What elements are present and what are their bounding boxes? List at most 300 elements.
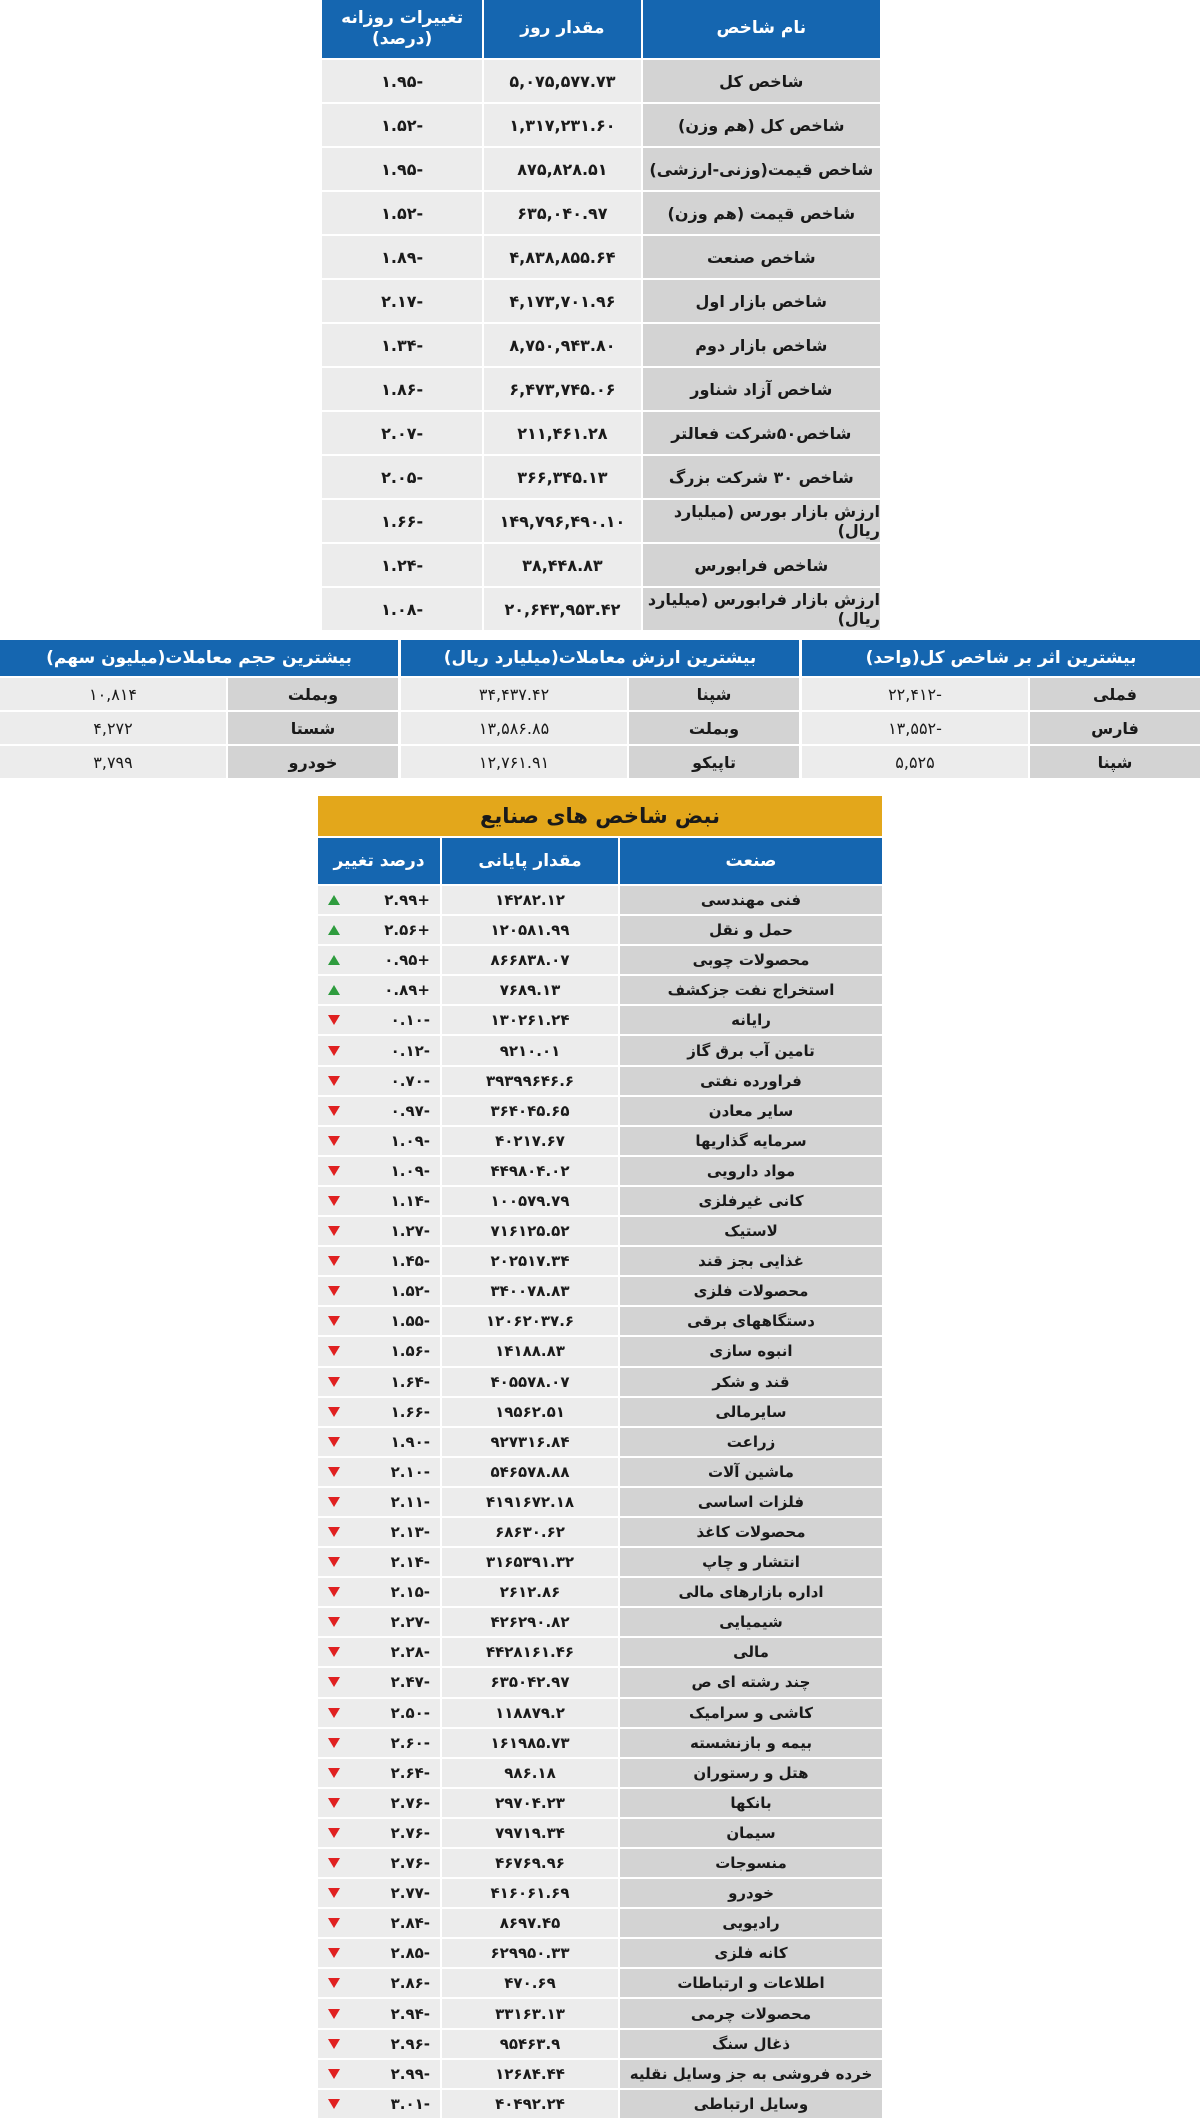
industry-value: ۴۷۰.۶۹ — [442, 1969, 618, 1997]
industry-change-cell — [318, 1067, 440, 1095]
index-value: ۸,۷۵۰,۹۴۳.۸۰ — [482, 324, 640, 366]
industry-name: رادیویی — [620, 1909, 882, 1937]
industry-value: ۷۹۷۱۹.۳۴ — [442, 1819, 618, 1847]
industry-value: ۲۰۲۵۱۷.۳۴ — [442, 1247, 618, 1275]
industry-change: -۲.۲۸ — [390, 1643, 430, 1662]
industry-change: -۱.۶۶ — [390, 1402, 430, 1421]
index-value: ۶۳۵,۰۴۰.۹۷ — [482, 192, 640, 234]
industry-value: ۶۳۵۰۴۲.۹۷ — [442, 1668, 618, 1696]
index-row — [320, 544, 880, 586]
industry-change-cell — [318, 976, 440, 1004]
industry-change: -۱.۴۵ — [390, 1252, 430, 1271]
index-row — [320, 104, 880, 146]
industry-name: مواد دارویی — [620, 1157, 882, 1185]
industry-change: -۰.۷۰ — [390, 1071, 430, 1090]
stock-value: ۳,۷۹۹ — [0, 746, 226, 778]
industry-value: ۸۶۶۸۳۸.۰۷ — [442, 946, 618, 974]
industry-change: -۲.۱۳ — [390, 1523, 430, 1542]
industry-row — [318, 1157, 882, 1185]
index-name: شاخص۵۰شرکت فعالتر — [641, 412, 880, 454]
industry-row — [318, 1337, 882, 1365]
indices-header-row — [320, 0, 880, 58]
header-industry-name: صنعت — [620, 838, 882, 884]
industry-value: ۱۱۸۸۷۹.۲ — [442, 1699, 618, 1727]
industry-change-cell — [318, 1879, 440, 1907]
index-name: شاخص کل (هم وزن) — [641, 104, 880, 146]
arrow-down-icon — [328, 1076, 340, 1086]
industry-change: -۲.۸۵ — [390, 1944, 430, 1963]
industry-row — [318, 1368, 882, 1396]
industry-name: قند و شکر — [620, 1368, 882, 1396]
industry-change: +۰.۸۹ — [384, 981, 430, 1000]
industry-value: ۹۲۱۰.۰۱ — [442, 1036, 618, 1064]
industry-value: ۴۱۹۱۶۷۲.۱۸ — [442, 1488, 618, 1516]
industry-change: -۲.۷۷ — [390, 1884, 430, 1903]
industry-row — [318, 1909, 882, 1937]
arrow-down-icon — [328, 1467, 340, 1477]
arrow-down-icon — [328, 1858, 340, 1868]
index-value: ۸۷۵,۸۲۸.۵۱ — [482, 148, 640, 190]
industry-name: بیمه و بازنشسته — [620, 1729, 882, 1757]
arrow-down-icon — [328, 1286, 340, 1296]
arrow-down-icon — [328, 1918, 340, 1928]
arrow-down-icon — [328, 1617, 340, 1627]
industry-row — [318, 1638, 882, 1666]
industry-name: لاستیک — [620, 1217, 882, 1245]
industry-change-cell — [318, 1398, 440, 1426]
industry-row — [318, 976, 882, 1004]
industry-change-cell — [318, 1157, 440, 1185]
header-index-change: تغییرات روزانه (درصد) — [320, 0, 482, 58]
index-value: ۴,۸۳۸,۸۵۵.۶۴ — [482, 236, 640, 278]
arrow-down-icon — [328, 1978, 340, 1988]
index-row — [320, 280, 880, 322]
industry-name: شیمیایی — [620, 1608, 882, 1636]
arrow-down-icon — [328, 1437, 340, 1447]
industry-change: -۱.۵۶ — [390, 1342, 430, 1361]
industry-name: محصولات فلزی — [620, 1277, 882, 1305]
industry-change-cell — [318, 1488, 440, 1516]
industry-value: ۵۴۶۵۷۸.۸۸ — [442, 1458, 618, 1486]
industry-name: استخراج نفت جزکشف — [620, 976, 882, 1004]
arrow-down-icon — [328, 2039, 340, 2049]
index-change: -۱.۸۶ — [320, 368, 482, 410]
panel-volume-title: بیشترین حجم معاملات(میلیون سهم) — [0, 640, 398, 676]
industry-row — [318, 886, 882, 914]
stock-symbol: شپنا — [1030, 746, 1200, 778]
industry-value: ۶۲۹۹۵۰.۳۳ — [442, 1939, 618, 1967]
top-stock-row — [802, 712, 1200, 744]
industry-row — [318, 1428, 882, 1456]
industry-name: دستگاههای برقی — [620, 1307, 882, 1335]
index-value: ۲۰,۶۴۳,۹۵۳.۴۲ — [482, 588, 640, 630]
industry-change: -۱.۲۷ — [390, 1222, 430, 1241]
arrow-down-icon — [328, 1708, 340, 1718]
industry-change-cell — [318, 1819, 440, 1847]
industry-name: محصولات چوبی — [620, 946, 882, 974]
panel-index-impact — [802, 640, 1200, 780]
industry-change: -۲.۱۵ — [390, 1583, 430, 1602]
stock-symbol: شپنا — [629, 678, 799, 710]
industry-change: -۲.۹۶ — [390, 2034, 430, 2053]
index-name: شاخص بازار دوم — [641, 324, 880, 366]
industry-value: ۱۲۰۵۸۱.۹۹ — [442, 916, 618, 944]
industry-name: محصولات کاغذ — [620, 1518, 882, 1546]
top-stock-row — [0, 712, 398, 744]
industry-name: زراعت — [620, 1428, 882, 1456]
industry-row — [318, 1578, 882, 1606]
industry-change-cell — [318, 1578, 440, 1606]
stock-value: -۱۳,۵۵۲ — [802, 712, 1028, 744]
industry-name: اداره بازارهای مالی — [620, 1578, 882, 1606]
industry-value: ۳۶۴۰۴۵.۶۵ — [442, 1097, 618, 1125]
industries-body — [318, 886, 882, 2118]
industry-value: ۱۴۱۸۸.۸۳ — [442, 1337, 618, 1365]
industry-name: سایر معادن — [620, 1097, 882, 1125]
industry-change: -۰.۱۲ — [390, 1041, 430, 1060]
index-value: ۶,۴۷۳,۷۴۵.۰۶ — [482, 368, 640, 410]
index-change: -۱.۸۹ — [320, 236, 482, 278]
industry-change: -۳.۰۱ — [390, 2094, 430, 2113]
industry-name: انبوه سازی — [620, 1337, 882, 1365]
industry-row — [318, 1307, 882, 1335]
industry-change-cell — [318, 1097, 440, 1125]
arrow-down-icon — [328, 1798, 340, 1808]
industry-change-cell — [318, 1668, 440, 1696]
index-change: -۲.۱۷ — [320, 280, 482, 322]
industry-change-cell — [318, 1608, 440, 1636]
industry-value: ۸۶۹۷.۴۵ — [442, 1909, 618, 1937]
industries-table — [318, 796, 882, 2120]
industry-value: ۳۴۰۰۷۸.۸۳ — [442, 1277, 618, 1305]
arrow-down-icon — [328, 1046, 340, 1056]
industry-row — [318, 1187, 882, 1215]
industry-value: ۱۶۱۹۸۵.۷۳ — [442, 1729, 618, 1757]
industry-change: -۱.۶۴ — [390, 1372, 430, 1391]
industry-row — [318, 1127, 882, 1155]
index-change: -۲.۰۵ — [320, 456, 482, 498]
industry-row — [318, 1548, 882, 1576]
top-stock-row — [802, 746, 1200, 778]
industry-row — [318, 1849, 882, 1877]
stock-value: ۵,۵۲۵ — [802, 746, 1028, 778]
arrow-down-icon — [328, 1377, 340, 1387]
industry-row — [318, 946, 882, 974]
industry-change: -۲.۱۴ — [390, 1553, 430, 1572]
index-value: ۳۸,۴۴۸.۸۳ — [482, 544, 640, 586]
industry-change-cell — [318, 1247, 440, 1275]
index-row — [320, 588, 880, 630]
industry-name: فراورده نفتی — [620, 1067, 882, 1095]
stock-symbol: تاپیکو — [629, 746, 799, 778]
arrow-down-icon — [328, 1587, 340, 1597]
index-change: -۱.۳۴ — [320, 324, 482, 366]
index-change: -۱.۵۲ — [320, 192, 482, 234]
industry-change: -۲.۴۷ — [390, 1673, 430, 1692]
industry-row — [318, 1277, 882, 1305]
index-row — [320, 148, 880, 190]
industry-row — [318, 1819, 882, 1847]
industry-change-cell — [318, 1548, 440, 1576]
industry-value: ۹۸۶.۱۸ — [442, 1759, 618, 1787]
industry-change-cell — [318, 1307, 440, 1335]
industry-change-cell — [318, 1187, 440, 1215]
arrow-down-icon — [328, 2099, 340, 2109]
arrow-down-icon — [328, 1677, 340, 1687]
panel-impact-title: بیشترین اثر بر شاخص کل(واحد) — [802, 640, 1200, 676]
industry-row — [318, 1398, 882, 1426]
index-name: شاخص صنعت — [641, 236, 880, 278]
industry-value: ۶۸۶۳۰.۶۲ — [442, 1518, 618, 1546]
industry-name: حمل و نقل — [620, 916, 882, 944]
industry-change-cell — [318, 1006, 440, 1034]
industry-name: اطلاعات و ارتباطات — [620, 1969, 882, 1997]
industry-change-cell — [318, 1849, 440, 1877]
index-value: ۵,۰۷۵,۵۷۷.۷۳ — [482, 60, 640, 102]
industry-change: -۲.۶۴ — [390, 1763, 430, 1782]
arrow-down-icon — [328, 1497, 340, 1507]
industry-name: چند رشته ای ص — [620, 1668, 882, 1696]
industry-name: محصولات چرمی — [620, 1999, 882, 2027]
arrow-down-icon — [328, 1527, 340, 1537]
industry-row — [318, 2030, 882, 2058]
index-name: شاخص فرابورس — [641, 544, 880, 586]
industry-name: فنی مهندسی — [620, 886, 882, 914]
industry-name: هتل و رستوران — [620, 1759, 882, 1787]
industry-change: -۲.۷۶ — [390, 1854, 430, 1873]
industry-change: -۲.۹۹ — [390, 2064, 430, 2083]
industry-row — [318, 1729, 882, 1757]
stock-value: ۱۳,۵۸۶.۸۵ — [401, 712, 627, 744]
industry-name: کانه فلزی — [620, 1939, 882, 1967]
industry-change-cell — [318, 1969, 440, 1997]
index-change: -۱.۰۸ — [320, 588, 482, 630]
index-row — [320, 500, 880, 542]
industry-change-cell — [318, 1518, 440, 1546]
industry-row — [318, 1999, 882, 2027]
industry-change: -۲.۲۷ — [390, 1613, 430, 1632]
industry-name: فلزات اساسی — [620, 1488, 882, 1516]
industry-value: ۴۰۵۵۷۸.۰۷ — [442, 1368, 618, 1396]
industry-change: +۲.۹۹ — [384, 891, 430, 910]
industry-row — [318, 1458, 882, 1486]
industry-value: ۱۹۵۶۲.۵۱ — [442, 1398, 618, 1426]
index-name: ارزش بازار فرابورس (میلیارد ریال) — [641, 588, 880, 630]
header-industry-value: مقدار پایانی — [442, 838, 618, 884]
stock-symbol: فملی — [1030, 678, 1200, 710]
arrow-down-icon — [328, 1888, 340, 1898]
industry-change-cell — [318, 946, 440, 974]
arrow-down-icon — [328, 1166, 340, 1176]
industry-change-cell — [318, 1729, 440, 1757]
industry-row — [318, 1939, 882, 1967]
industry-change: +۰.۹۵ — [384, 951, 430, 970]
industry-change: -۲.۱۰ — [390, 1462, 430, 1481]
industries-header-row — [318, 838, 882, 884]
index-value: ۱۴۹,۷۹۶,۴۹۰.۱۰ — [482, 500, 640, 542]
industry-change-cell — [318, 886, 440, 914]
industry-change: -۱.۰۹ — [390, 1161, 430, 1180]
industry-name: انتشار و چاپ — [620, 1548, 882, 1576]
index-row — [320, 60, 880, 102]
top-stock-row — [0, 678, 398, 710]
industry-change-cell — [318, 1036, 440, 1064]
industry-change-cell — [318, 1999, 440, 2027]
industry-row — [318, 1699, 882, 1727]
header-index-name: نام شاخص — [641, 0, 880, 58]
stock-symbol: شستا — [228, 712, 398, 744]
industry-row — [318, 1097, 882, 1125]
stock-symbol: فارس — [1030, 712, 1200, 744]
index-change: -۱.۹۵ — [320, 148, 482, 190]
industry-change-cell — [318, 2030, 440, 2058]
industry-row — [318, 1006, 882, 1034]
industry-name: رایانه — [620, 1006, 882, 1034]
panel-trade-value — [401, 640, 799, 780]
industry-change-cell — [318, 1638, 440, 1666]
industry-change: -۲.۵۰ — [390, 1703, 430, 1722]
industry-row — [318, 1969, 882, 1997]
index-row — [320, 412, 880, 454]
industry-name: کانی غیرفلزی — [620, 1187, 882, 1215]
indices-body — [320, 60, 880, 630]
stock-value: ۴,۲۷۲ — [0, 712, 226, 744]
index-name: شاخص کل — [641, 60, 880, 102]
stock-value: ۳۴,۴۳۷.۴۲ — [401, 678, 627, 710]
arrow-down-icon — [328, 1106, 340, 1116]
industry-change: -۱.۱۴ — [390, 1191, 430, 1210]
arrow-down-icon — [328, 1136, 340, 1146]
industry-name: تامین آب برق گاز — [620, 1036, 882, 1064]
arrow-down-icon — [328, 1647, 340, 1657]
industry-change-cell — [318, 1699, 440, 1727]
panel-trade-volume — [0, 640, 398, 780]
industry-change-cell — [318, 2060, 440, 2088]
industry-change: -۲.۹۴ — [390, 2004, 430, 2023]
index-change: -۱.۲۴ — [320, 544, 482, 586]
industry-name: خرده فروشی به جز وسایل نقلیه — [620, 2060, 882, 2088]
index-row — [320, 368, 880, 410]
index-name: شاخص بازار اول — [641, 280, 880, 322]
industry-name: کاشی و سرامیک — [620, 1699, 882, 1727]
arrow-down-icon — [328, 1768, 340, 1778]
top-stock-row — [802, 678, 1200, 710]
industry-row — [318, 916, 882, 944]
index-name: ارزش بازار بورس (میلیارد ریال) — [641, 500, 880, 542]
industry-change: +۲.۵۶ — [384, 921, 430, 940]
header-index-value: مقدار روز — [482, 0, 640, 58]
industry-change-cell — [318, 916, 440, 944]
arrow-down-icon — [328, 2069, 340, 2079]
index-change: -۲.۰۷ — [320, 412, 482, 454]
industry-value: ۴۰۲۱۷.۶۷ — [442, 1127, 618, 1155]
stock-symbol: وبملت — [228, 678, 398, 710]
arrow-down-icon — [328, 1256, 340, 1266]
industry-change: -۱.۵۲ — [390, 1282, 430, 1301]
stock-symbol: وبملت — [629, 712, 799, 744]
industry-row — [318, 1067, 882, 1095]
industry-value: ۳۳۱۶۳.۱۳ — [442, 1999, 618, 2027]
top-stocks-panels — [0, 640, 1200, 780]
index-value: ۴,۱۷۳,۷۰۱.۹۶ — [482, 280, 640, 322]
industry-name: سایرمالی — [620, 1398, 882, 1426]
industry-value: ۱۰۰۵۷۹.۷۹ — [442, 1187, 618, 1215]
industry-value: ۴۴۲۸۱۶۱.۴۶ — [442, 1638, 618, 1666]
industry-change: -۱.۹۰ — [390, 1432, 430, 1451]
industry-name: غذایی بجز قند — [620, 1247, 882, 1275]
index-value: ۳۶۶,۳۴۵.۱۳ — [482, 456, 640, 498]
industry-value: ۲۹۷۰۴.۲۳ — [442, 1789, 618, 1817]
industry-value: ۹۲۷۳۱۶.۸۴ — [442, 1428, 618, 1456]
industry-row — [318, 1036, 882, 1064]
stock-value: -۲۲,۴۱۲ — [802, 678, 1028, 710]
industry-row — [318, 1488, 882, 1516]
industries-title: نبض شاخص های صنایع — [318, 796, 882, 836]
arrow-up-icon — [328, 925, 340, 935]
industry-value: ۷۱۶۱۲۵.۵۲ — [442, 1217, 618, 1245]
industry-name: ذغال سنگ — [620, 2030, 882, 2058]
industry-change: -۰.۱۰ — [390, 1011, 430, 1030]
industry-change: -۲.۶۰ — [390, 1733, 430, 1752]
industry-change-cell — [318, 1759, 440, 1787]
arrow-up-icon — [328, 955, 340, 965]
industry-value: ۴۴۹۸۰۴.۰۲ — [442, 1157, 618, 1185]
industry-name: خودرو — [620, 1879, 882, 1907]
index-value: ۱,۳۱۷,۲۳۱.۶۰ — [482, 104, 640, 146]
index-row — [320, 192, 880, 234]
arrow-down-icon — [328, 1828, 340, 1838]
industry-name: مالی — [620, 1638, 882, 1666]
industry-row — [318, 1668, 882, 1696]
arrow-down-icon — [328, 1557, 340, 1567]
industry-row — [318, 1759, 882, 1787]
index-row — [320, 456, 880, 498]
industry-change: -۲.۱۱ — [390, 1492, 430, 1511]
industry-name: منسوجات — [620, 1849, 882, 1877]
industry-row — [318, 2060, 882, 2088]
industry-change-cell — [318, 1337, 440, 1365]
industry-change-cell — [318, 1217, 440, 1245]
top-stock-row — [0, 746, 398, 778]
industry-row — [318, 1217, 882, 1245]
industry-name: سرمایه گذاریها — [620, 1127, 882, 1155]
industry-row — [318, 1247, 882, 1275]
arrow-up-icon — [328, 985, 340, 995]
stock-value: ۱۰,۸۱۴ — [0, 678, 226, 710]
top-stock-row — [401, 746, 799, 778]
industry-change-cell — [318, 1939, 440, 1967]
industry-value: ۴۰۴۹۲.۲۴ — [442, 2090, 618, 2118]
industry-row — [318, 1518, 882, 1546]
industry-name: وسایل ارتباطی — [620, 2090, 882, 2118]
industry-change: -۲.۷۶ — [390, 1823, 430, 1842]
index-change: -۱.۶۶ — [320, 500, 482, 542]
arrow-down-icon — [328, 1738, 340, 1748]
industry-change-cell — [318, 1458, 440, 1486]
industry-value: ۱۳۰۲۶۱.۲۴ — [442, 1006, 618, 1034]
industry-row — [318, 1789, 882, 1817]
industry-row — [318, 1879, 882, 1907]
arrow-down-icon — [328, 1407, 340, 1417]
industry-change: -۱.۵۵ — [390, 1312, 430, 1331]
industry-row — [318, 1608, 882, 1636]
industry-value: ۴۶۷۶۹.۹۶ — [442, 1849, 618, 1877]
industry-value: ۱۲۶۸۴.۴۴ — [442, 2060, 618, 2088]
panel-value-title: بیشترین ارزش معاملات(میلیارد ریال) — [401, 640, 799, 676]
index-row — [320, 324, 880, 366]
index-name: شاخص آزاد شناور — [641, 368, 880, 410]
industry-change: -۲.۷۶ — [390, 1793, 430, 1812]
